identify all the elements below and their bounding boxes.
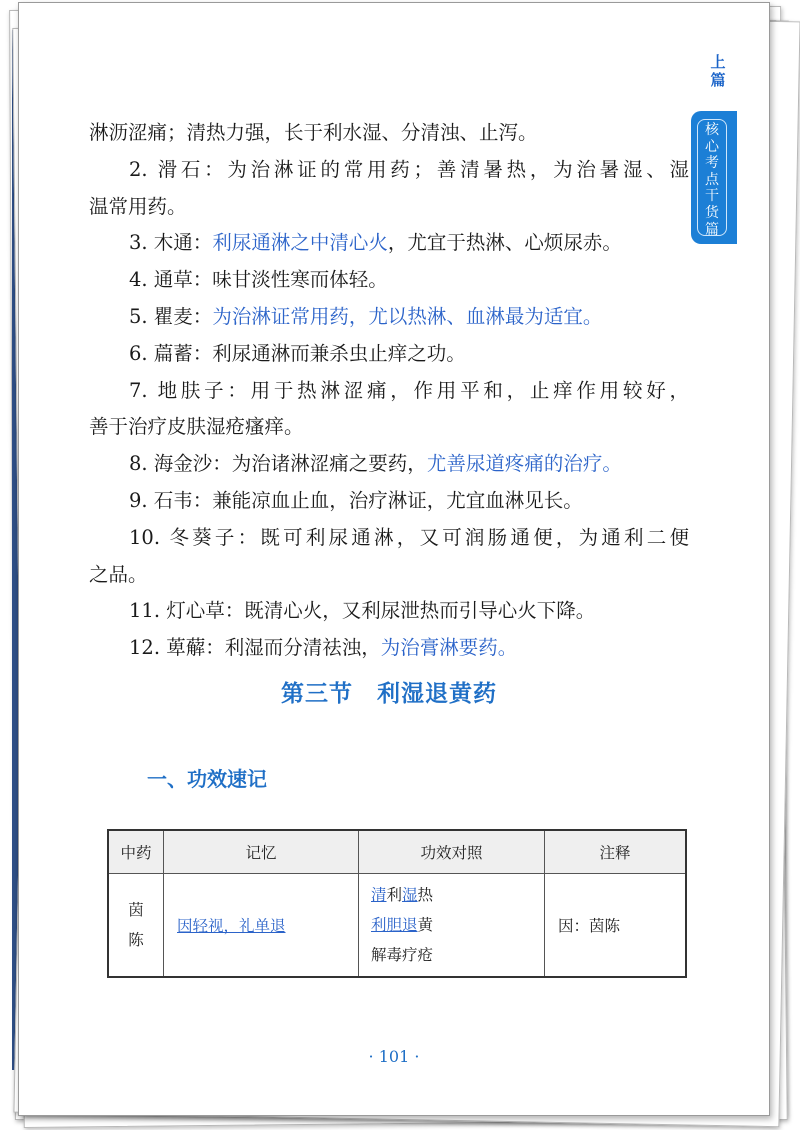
text-segment: 之品。: [89, 562, 148, 586]
text-segment: 5. 瞿麦：: [129, 304, 213, 328]
text-segment: 善于治疗皮肤湿疮瘙痒。: [89, 415, 304, 439]
text-line: [89, 299, 689, 336]
effects-cell: [359, 874, 545, 978]
text-line: [89, 630, 689, 667]
part-label-char: 上: [710, 53, 726, 71]
chapter-tab-char: 干: [705, 188, 719, 205]
table-header-row: [108, 830, 686, 874]
page-number: · 101 ·: [368, 1047, 420, 1066]
text-line: [89, 262, 689, 299]
effect-text: 利: [386, 886, 403, 904]
text-line: [89, 520, 689, 557]
effect-text: 解毒疗疮: [371, 946, 434, 964]
header-note: 注释: [545, 830, 687, 874]
text-line: [89, 409, 689, 446]
highlighted-text: 为治膏淋要药。: [380, 636, 518, 660]
note-text: 因：茵陈: [558, 917, 621, 935]
chapter-tab-char: 核: [705, 122, 719, 138]
herb-name-char: 陈: [128, 931, 144, 949]
effect-text: 黄: [417, 916, 434, 934]
text-line: [89, 446, 689, 483]
text-line: [89, 189, 689, 226]
section-title: 第三节 利湿退黄药: [281, 681, 497, 707]
text-segment: 9. 石韦：兼能凉血止血，治疗淋证，尤宜血淋见长。: [129, 488, 583, 512]
chapter-tab-char: 心: [705, 138, 719, 155]
text-segment: ，尤宜于热淋、心烦尿赤。: [387, 231, 622, 255]
text-segment: 温常用药。: [89, 194, 187, 218]
effect-line: [371, 910, 543, 940]
body-text: [89, 115, 689, 667]
herb-table: [107, 829, 687, 978]
header-herb: 中药: [108, 830, 164, 874]
table-row: [108, 874, 686, 978]
text-segment: 7. 地肤子：用于热淋涩痛，作用平和，止痒作用较好，: [129, 378, 689, 402]
text-segment: 4. 通草：味甘淡性寒而体轻。: [129, 268, 388, 292]
herb-name: [108, 874, 164, 978]
herb-name-char: 茵: [128, 901, 144, 919]
effect-keyword: 湿: [402, 886, 418, 904]
effect-keyword: 利胆退: [371, 916, 418, 934]
text-segment: 12. 萆薢：利湿而分清祛浊，: [129, 636, 381, 660]
header-effects: 功效对照: [359, 830, 545, 874]
text-line: [89, 373, 689, 410]
part-label: [698, 53, 738, 89]
memory-phrase: 因轻视，礼单退: [177, 917, 286, 935]
effect-text: 热: [417, 886, 434, 904]
subsection-title: 一、功效速记: [147, 767, 267, 791]
text-segment: 3. 木通：: [129, 231, 213, 255]
text-line: [89, 483, 689, 520]
text-segment: 8. 海金沙：为治诸淋涩痛之要药，: [129, 452, 427, 476]
text-segment: 淋沥涩痛；清热力强，长于利水湿、分清浊、止泻。: [89, 121, 538, 144]
highlighted-text: 尤善尿道疼痛的治疗。: [426, 452, 622, 476]
effect-line: [371, 940, 543, 970]
book-page: [18, 2, 770, 1116]
text-segment: 11. 灯心草：既清心火，又利尿泄热而引导心火下降。: [129, 599, 596, 623]
effect-line: [371, 880, 543, 910]
text-line: [89, 225, 689, 262]
text-line: [89, 152, 689, 189]
memory-cell: [164, 874, 359, 978]
text-segment: 10. 冬葵子：既可利尿通淋，又可润肠通便，为通利二便: [129, 525, 689, 549]
chapter-tab-char: 考: [705, 155, 719, 172]
highlighted-text: 利尿通淋之中清心火: [212, 231, 388, 255]
effect-keyword: 清: [371, 886, 387, 904]
text-line: [89, 557, 689, 594]
text-segment: 6. 萹蓄：利尿通淋而兼杀虫止痒之功。: [129, 341, 466, 365]
chapter-tab-char: 货: [705, 204, 719, 221]
text-line: [89, 336, 689, 373]
chapter-tab-char: 点: [705, 171, 719, 188]
chapter-tab-char: 篇: [705, 221, 719, 238]
note-cell: [545, 874, 687, 978]
highlighted-text: 为治淋证常用药，尤以热淋、血淋最为适宜。: [212, 304, 603, 328]
header-memory: 记忆: [164, 830, 359, 874]
part-label-char: 篇: [710, 71, 726, 89]
chapter-tab-label: [697, 119, 727, 236]
text-segment: 2. 滑石：为治淋证的常用药；善清暑热，为治暑湿、湿: [129, 157, 689, 181]
chapter-tab: [691, 111, 737, 244]
text-line: [89, 593, 689, 630]
text-line: [89, 115, 689, 152]
